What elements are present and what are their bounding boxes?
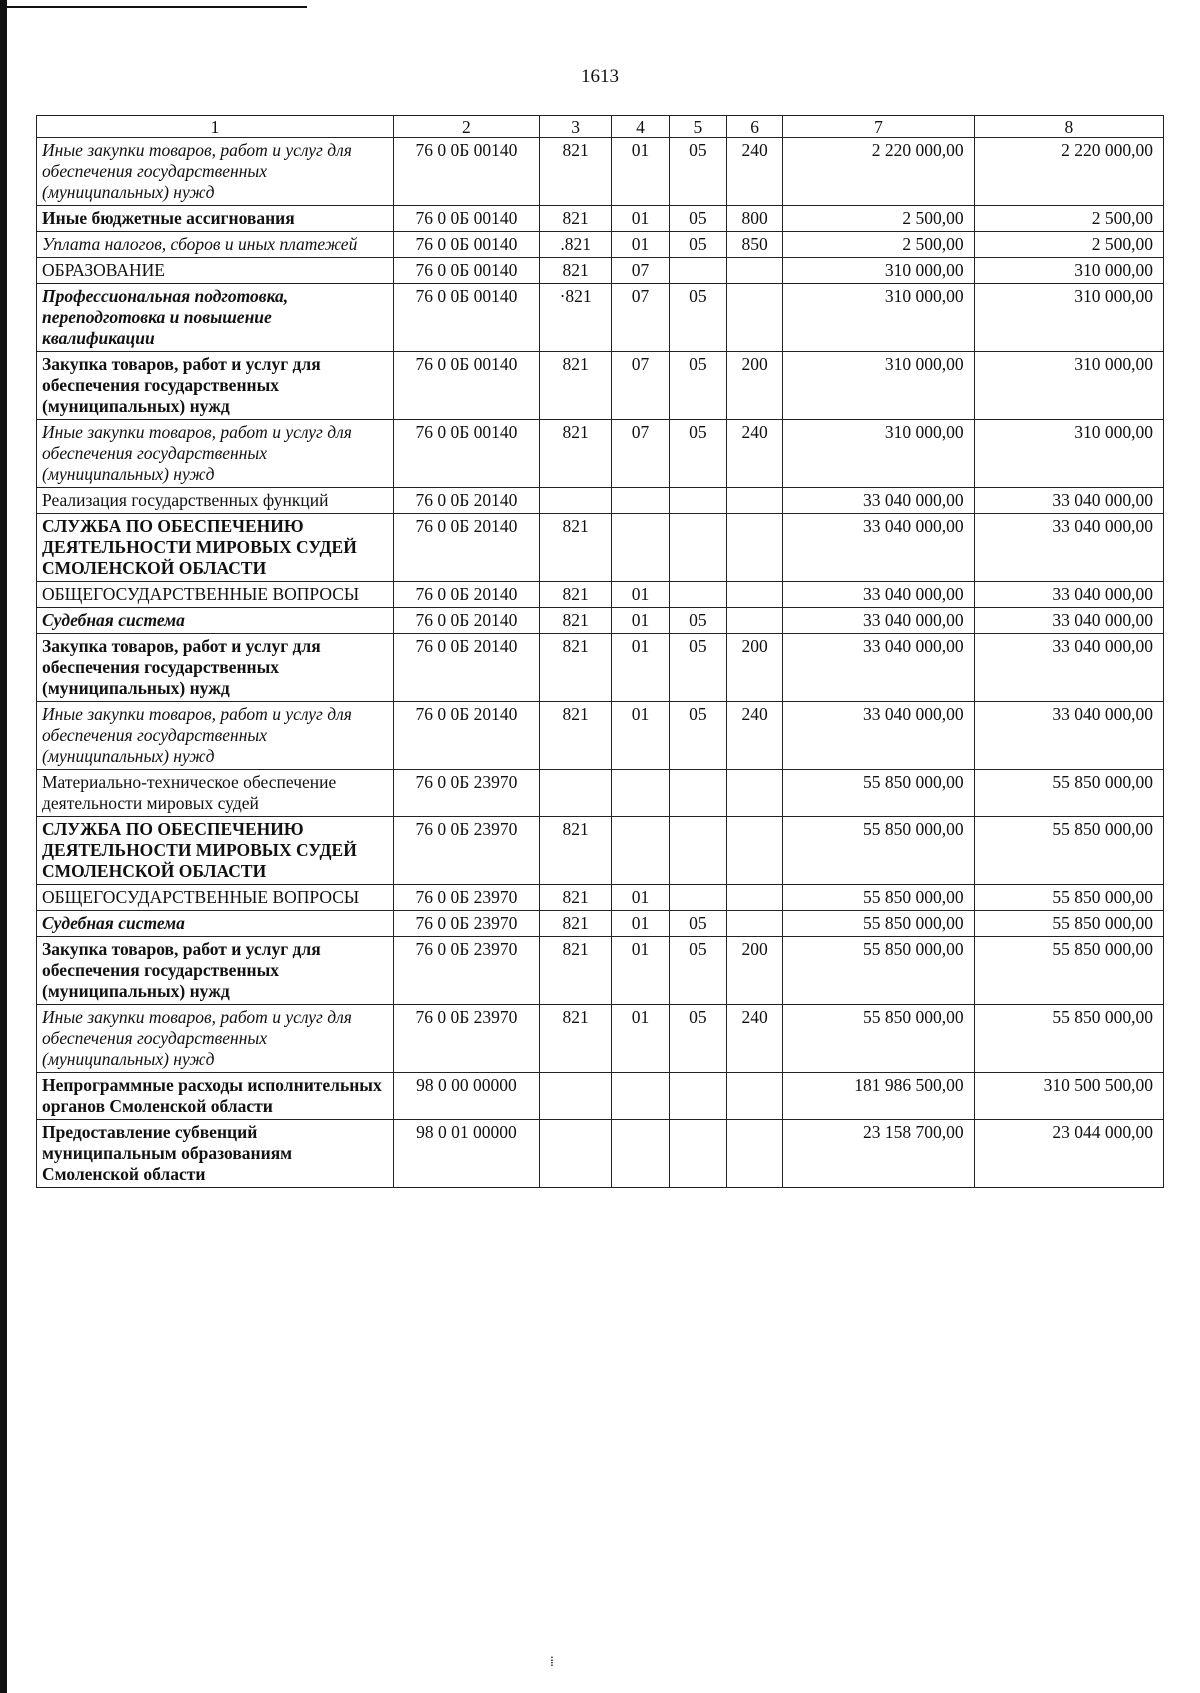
table-row — [37, 582, 1164, 608]
amount-year-1: 33 040 000,00 — [783, 514, 974, 582]
amount-year-2: 55 850 000,00 — [974, 770, 1163, 817]
table-row — [37, 1073, 1164, 1120]
row-name: Закупка товаров, работ и услуг для обеспечения государственных (муниципальных) нужд — [37, 352, 394, 420]
expense-type-code: 800 — [726, 206, 782, 232]
row-name: СЛУЖБА ПО ОБЕСПЕЧЕНИЮ ДЕЯТЕЛЬНОСТИ МИРОВЫХ СУДЕЙ СМОЛЕНСКОЙ ОБЛАСТИ — [37, 817, 394, 885]
amount-year-2: 55 850 000,00 — [974, 911, 1163, 937]
amount-year-1: 2 500,00 — [783, 232, 974, 258]
amount-year-2: 310 000,00 — [974, 352, 1163, 420]
expense-type-code — [726, 1120, 782, 1188]
amount-year-2: 33 040 000,00 — [974, 514, 1163, 582]
table-row — [37, 514, 1164, 582]
target-code: 98 0 01 00000 — [393, 1120, 539, 1188]
admin-code: 821 — [539, 911, 611, 937]
expense-type-code — [726, 582, 782, 608]
column-number-row — [37, 116, 1164, 138]
subsection-code — [669, 582, 726, 608]
amount-year-2: 55 850 000,00 — [974, 817, 1163, 885]
subsection-code: 05 — [669, 634, 726, 702]
admin-code: 821 — [539, 258, 611, 284]
subsection-code: 05 — [669, 138, 726, 206]
col-header-3: 3 — [539, 116, 611, 138]
expense-type-code — [726, 911, 782, 937]
admin-code: 821 — [539, 1005, 611, 1073]
section-code — [612, 817, 669, 885]
section-code — [612, 488, 669, 514]
table-row — [37, 885, 1164, 911]
amount-year-1: 23 158 700,00 — [783, 1120, 974, 1188]
table-row — [37, 284, 1164, 352]
target-code: 76 0 0Б 20140 — [393, 634, 539, 702]
section-code: 07 — [612, 420, 669, 488]
subsection-code — [669, 488, 726, 514]
section-code: 01 — [612, 911, 669, 937]
table-row — [37, 911, 1164, 937]
expense-type-code — [726, 608, 782, 634]
amount-year-1: 33 040 000,00 — [783, 582, 974, 608]
section-code — [612, 1120, 669, 1188]
section-code: 01 — [612, 937, 669, 1005]
amount-year-1: 55 850 000,00 — [783, 911, 974, 937]
target-code: 76 0 0Б 23970 — [393, 817, 539, 885]
row-name: Иные закупки товаров, работ и услуг для обеспечения государственных (муниципальных) нужд — [37, 138, 394, 206]
amount-year-1: 55 850 000,00 — [783, 817, 974, 885]
section-code — [612, 770, 669, 817]
amount-year-1: 310 000,00 — [783, 352, 974, 420]
subsection-code: 05 — [669, 420, 726, 488]
target-code: 76 0 0Б 00140 — [393, 138, 539, 206]
amount-year-2: 55 850 000,00 — [974, 1005, 1163, 1073]
target-code: 76 0 0Б 23970 — [393, 911, 539, 937]
admin-code: 821 — [539, 352, 611, 420]
subsection-code — [669, 514, 726, 582]
row-name: Уплата налогов, сборов и иных платежей — [37, 232, 394, 258]
subsection-code: 05 — [669, 608, 726, 634]
expense-type-code — [726, 770, 782, 817]
amount-year-2: 33 040 000,00 — [974, 702, 1163, 770]
amount-year-1: 2 220 000,00 — [783, 138, 974, 206]
amount-year-2: 33 040 000,00 — [974, 634, 1163, 702]
admin-code: 821 — [539, 937, 611, 1005]
expense-type-code: 240 — [726, 138, 782, 206]
admin-code: ·821 — [539, 284, 611, 352]
table-row — [37, 770, 1164, 817]
row-name: Непрограммные расходы исполнительных органов Смоленской области — [37, 1073, 394, 1120]
amount-year-2: 55 850 000,00 — [974, 885, 1163, 911]
section-code — [612, 1073, 669, 1120]
table-row — [37, 634, 1164, 702]
row-name: Иные закупки товаров, работ и услуг для обеспечения государственных (муниципальных) нужд — [37, 1005, 394, 1073]
admin-code — [539, 488, 611, 514]
row-name: Закупка товаров, работ и услуг для обеспечения государственных (муниципальных) нужд — [37, 937, 394, 1005]
amount-year-1: 310 000,00 — [783, 420, 974, 488]
target-code: 76 0 0Б 23970 — [393, 770, 539, 817]
section-code: 01 — [612, 138, 669, 206]
table-row — [37, 937, 1164, 1005]
expense-type-code: 240 — [726, 420, 782, 488]
amount-year-2: 310 000,00 — [974, 284, 1163, 352]
table-row — [37, 702, 1164, 770]
admin-code: 821 — [539, 138, 611, 206]
row-name: Материально-техническое обеспечение деятельности мировых судей — [37, 770, 394, 817]
amount-year-2: 55 850 000,00 — [974, 937, 1163, 1005]
section-code: 07 — [612, 284, 669, 352]
admin-code: 821 — [539, 514, 611, 582]
row-name: Закупка товаров, работ и услуг для обеспечения государственных (муниципальных) нужд — [37, 634, 394, 702]
admin-code — [539, 770, 611, 817]
section-code: 01 — [612, 608, 669, 634]
table-row — [37, 817, 1164, 885]
section-code: 01 — [612, 1005, 669, 1073]
subsection-code: 05 — [669, 206, 726, 232]
row-name: Реализация государственных функций — [37, 488, 394, 514]
col-header-6: 6 — [726, 116, 782, 138]
expense-type-code: 200 — [726, 937, 782, 1005]
target-code: 76 0 0Б 20140 — [393, 608, 539, 634]
expense-type-code — [726, 284, 782, 352]
col-header-1: 1 — [37, 116, 394, 138]
section-code: 01 — [612, 702, 669, 770]
amount-year-2: 2 500,00 — [974, 206, 1163, 232]
target-code: 98 0 00 00000 — [393, 1073, 539, 1120]
amount-year-1: 310 000,00 — [783, 258, 974, 284]
target-code: 76 0 0Б 23970 — [393, 1005, 539, 1073]
amount-year-1: 310 000,00 — [783, 284, 974, 352]
row-name: ОБРАЗОВАНИЕ — [37, 258, 394, 284]
amount-year-1: 55 850 000,00 — [783, 937, 974, 1005]
amount-year-1: 2 500,00 — [783, 206, 974, 232]
table-row — [37, 488, 1164, 514]
target-code: 76 0 0Б 20140 — [393, 702, 539, 770]
expense-type-code — [726, 817, 782, 885]
subsection-code: 05 — [669, 232, 726, 258]
admin-code: 821 — [539, 582, 611, 608]
target-code: 76 0 0Б 23970 — [393, 937, 539, 1005]
amount-year-2: 2 500,00 — [974, 232, 1163, 258]
table-row — [37, 1005, 1164, 1073]
admin-code: 821 — [539, 702, 611, 770]
amount-year-1: 55 850 000,00 — [783, 770, 974, 817]
col-header-4: 4 — [612, 116, 669, 138]
amount-year-2: 33 040 000,00 — [974, 488, 1163, 514]
section-code: 01 — [612, 582, 669, 608]
table-row — [37, 1120, 1164, 1188]
expense-type-code: 240 — [726, 702, 782, 770]
subsection-code — [669, 770, 726, 817]
subsection-code — [669, 817, 726, 885]
row-name: Иные закупки товаров, работ и услуг для обеспечения государственных (муниципальных) нужд — [37, 702, 394, 770]
section-code: 01 — [612, 232, 669, 258]
admin-code: 821 — [539, 817, 611, 885]
row-name: Иные закупки товаров, работ и услуг для обеспечения государственных (муниципальных) нужд — [37, 420, 394, 488]
expense-type-code: 200 — [726, 352, 782, 420]
target-code: 76 0 0Б 23970 — [393, 885, 539, 911]
subsection-code — [669, 1120, 726, 1188]
expense-type-code — [726, 1073, 782, 1120]
section-code: 01 — [612, 885, 669, 911]
section-code: 01 — [612, 206, 669, 232]
page-number: 1613 — [581, 66, 619, 87]
amount-year-2: 33 040 000,00 — [974, 608, 1163, 634]
target-code: 76 0 0Б 00140 — [393, 258, 539, 284]
expense-type-code — [726, 514, 782, 582]
budget-table-body — [37, 116, 1164, 1188]
subsection-code — [669, 885, 726, 911]
amount-year-1: 33 040 000,00 — [783, 702, 974, 770]
col-header-8: 8 — [974, 116, 1163, 138]
scan-edge-bar — [0, 0, 7, 1693]
table-row — [37, 206, 1164, 232]
expense-type-code: 240 — [726, 1005, 782, 1073]
target-code: 76 0 0Б 20140 — [393, 514, 539, 582]
target-code: 76 0 0Б 00140 — [393, 232, 539, 258]
admin-code — [539, 1120, 611, 1188]
expense-type-code: 200 — [726, 634, 782, 702]
row-name: Судебная система — [37, 608, 394, 634]
amount-year-2: 310 000,00 — [974, 258, 1163, 284]
section-code: 07 — [612, 258, 669, 284]
subsection-code — [669, 258, 726, 284]
col-header-5: 5 — [669, 116, 726, 138]
subsection-code: 05 — [669, 1005, 726, 1073]
subsection-code — [669, 1073, 726, 1120]
amount-year-1: 55 850 000,00 — [783, 885, 974, 911]
admin-code: 821 — [539, 206, 611, 232]
row-name: Иные бюджетные ассигнования — [37, 206, 394, 232]
amount-year-1: 55 850 000,00 — [783, 1005, 974, 1073]
amount-year-2: 2 220 000,00 — [974, 138, 1163, 206]
expense-type-code — [726, 885, 782, 911]
table-row — [37, 420, 1164, 488]
subsection-code: 05 — [669, 702, 726, 770]
row-name: Профессиональная подготовка, переподготовка и повышение квалификации — [37, 284, 394, 352]
row-name: ОБЩЕГОСУДАРСТВЕННЫЕ ВОПРОСЫ — [37, 582, 394, 608]
scan-artifact-mark: ⁞ — [550, 1655, 554, 1670]
row-name: СЛУЖБА ПО ОБЕСПЕЧЕНИЮ ДЕЯТЕЛЬНОСТИ МИРОВЫХ СУДЕЙ СМОЛЕНСКОЙ ОБЛАСТИ — [37, 514, 394, 582]
target-code: 76 0 0Б 00140 — [393, 352, 539, 420]
expense-type-code — [726, 258, 782, 284]
target-code: 76 0 0Б 20140 — [393, 488, 539, 514]
target-code: 76 0 0Б 20140 — [393, 582, 539, 608]
row-name: Предоставление субвенций муниципальным образованиям Смоленской области — [37, 1120, 394, 1188]
table-row — [37, 608, 1164, 634]
target-code: 76 0 0Б 00140 — [393, 284, 539, 352]
subsection-code: 05 — [669, 352, 726, 420]
table-row — [37, 352, 1164, 420]
admin-code: 821 — [539, 634, 611, 702]
row-name: Судебная система — [37, 911, 394, 937]
admin-code: .821 — [539, 232, 611, 258]
subsection-code: 05 — [669, 284, 726, 352]
amount-year-2: 23 044 000,00 — [974, 1120, 1163, 1188]
table-row — [37, 258, 1164, 284]
amount-year-2: 310 000,00 — [974, 420, 1163, 488]
amount-year-1: 181 986 500,00 — [783, 1073, 974, 1120]
section-code — [612, 514, 669, 582]
target-code: 76 0 0Б 00140 — [393, 206, 539, 232]
admin-code: 821 — [539, 885, 611, 911]
section-code: 07 — [612, 352, 669, 420]
table-row — [37, 138, 1164, 206]
subsection-code: 05 — [669, 911, 726, 937]
amount-year-2: 310 500 500,00 — [974, 1073, 1163, 1120]
amount-year-2: 33 040 000,00 — [974, 582, 1163, 608]
amount-year-1: 33 040 000,00 — [783, 608, 974, 634]
admin-code — [539, 1073, 611, 1120]
expense-type-code: 850 — [726, 232, 782, 258]
amount-year-1: 33 040 000,00 — [783, 634, 974, 702]
section-code: 01 — [612, 634, 669, 702]
scan-top-rule — [7, 6, 307, 8]
amount-year-1: 33 040 000,00 — [783, 488, 974, 514]
col-header-7: 7 — [783, 116, 974, 138]
admin-code: 821 — [539, 420, 611, 488]
row-name: ОБЩЕГОСУДАРСТВЕННЫЕ ВОПРОСЫ — [37, 885, 394, 911]
target-code: 76 0 0Б 00140 — [393, 420, 539, 488]
subsection-code: 05 — [669, 937, 726, 1005]
table-row — [37, 232, 1164, 258]
expense-type-code — [726, 488, 782, 514]
col-header-2: 2 — [393, 116, 539, 138]
budget-table — [36, 115, 1164, 1188]
admin-code: 821 — [539, 608, 611, 634]
